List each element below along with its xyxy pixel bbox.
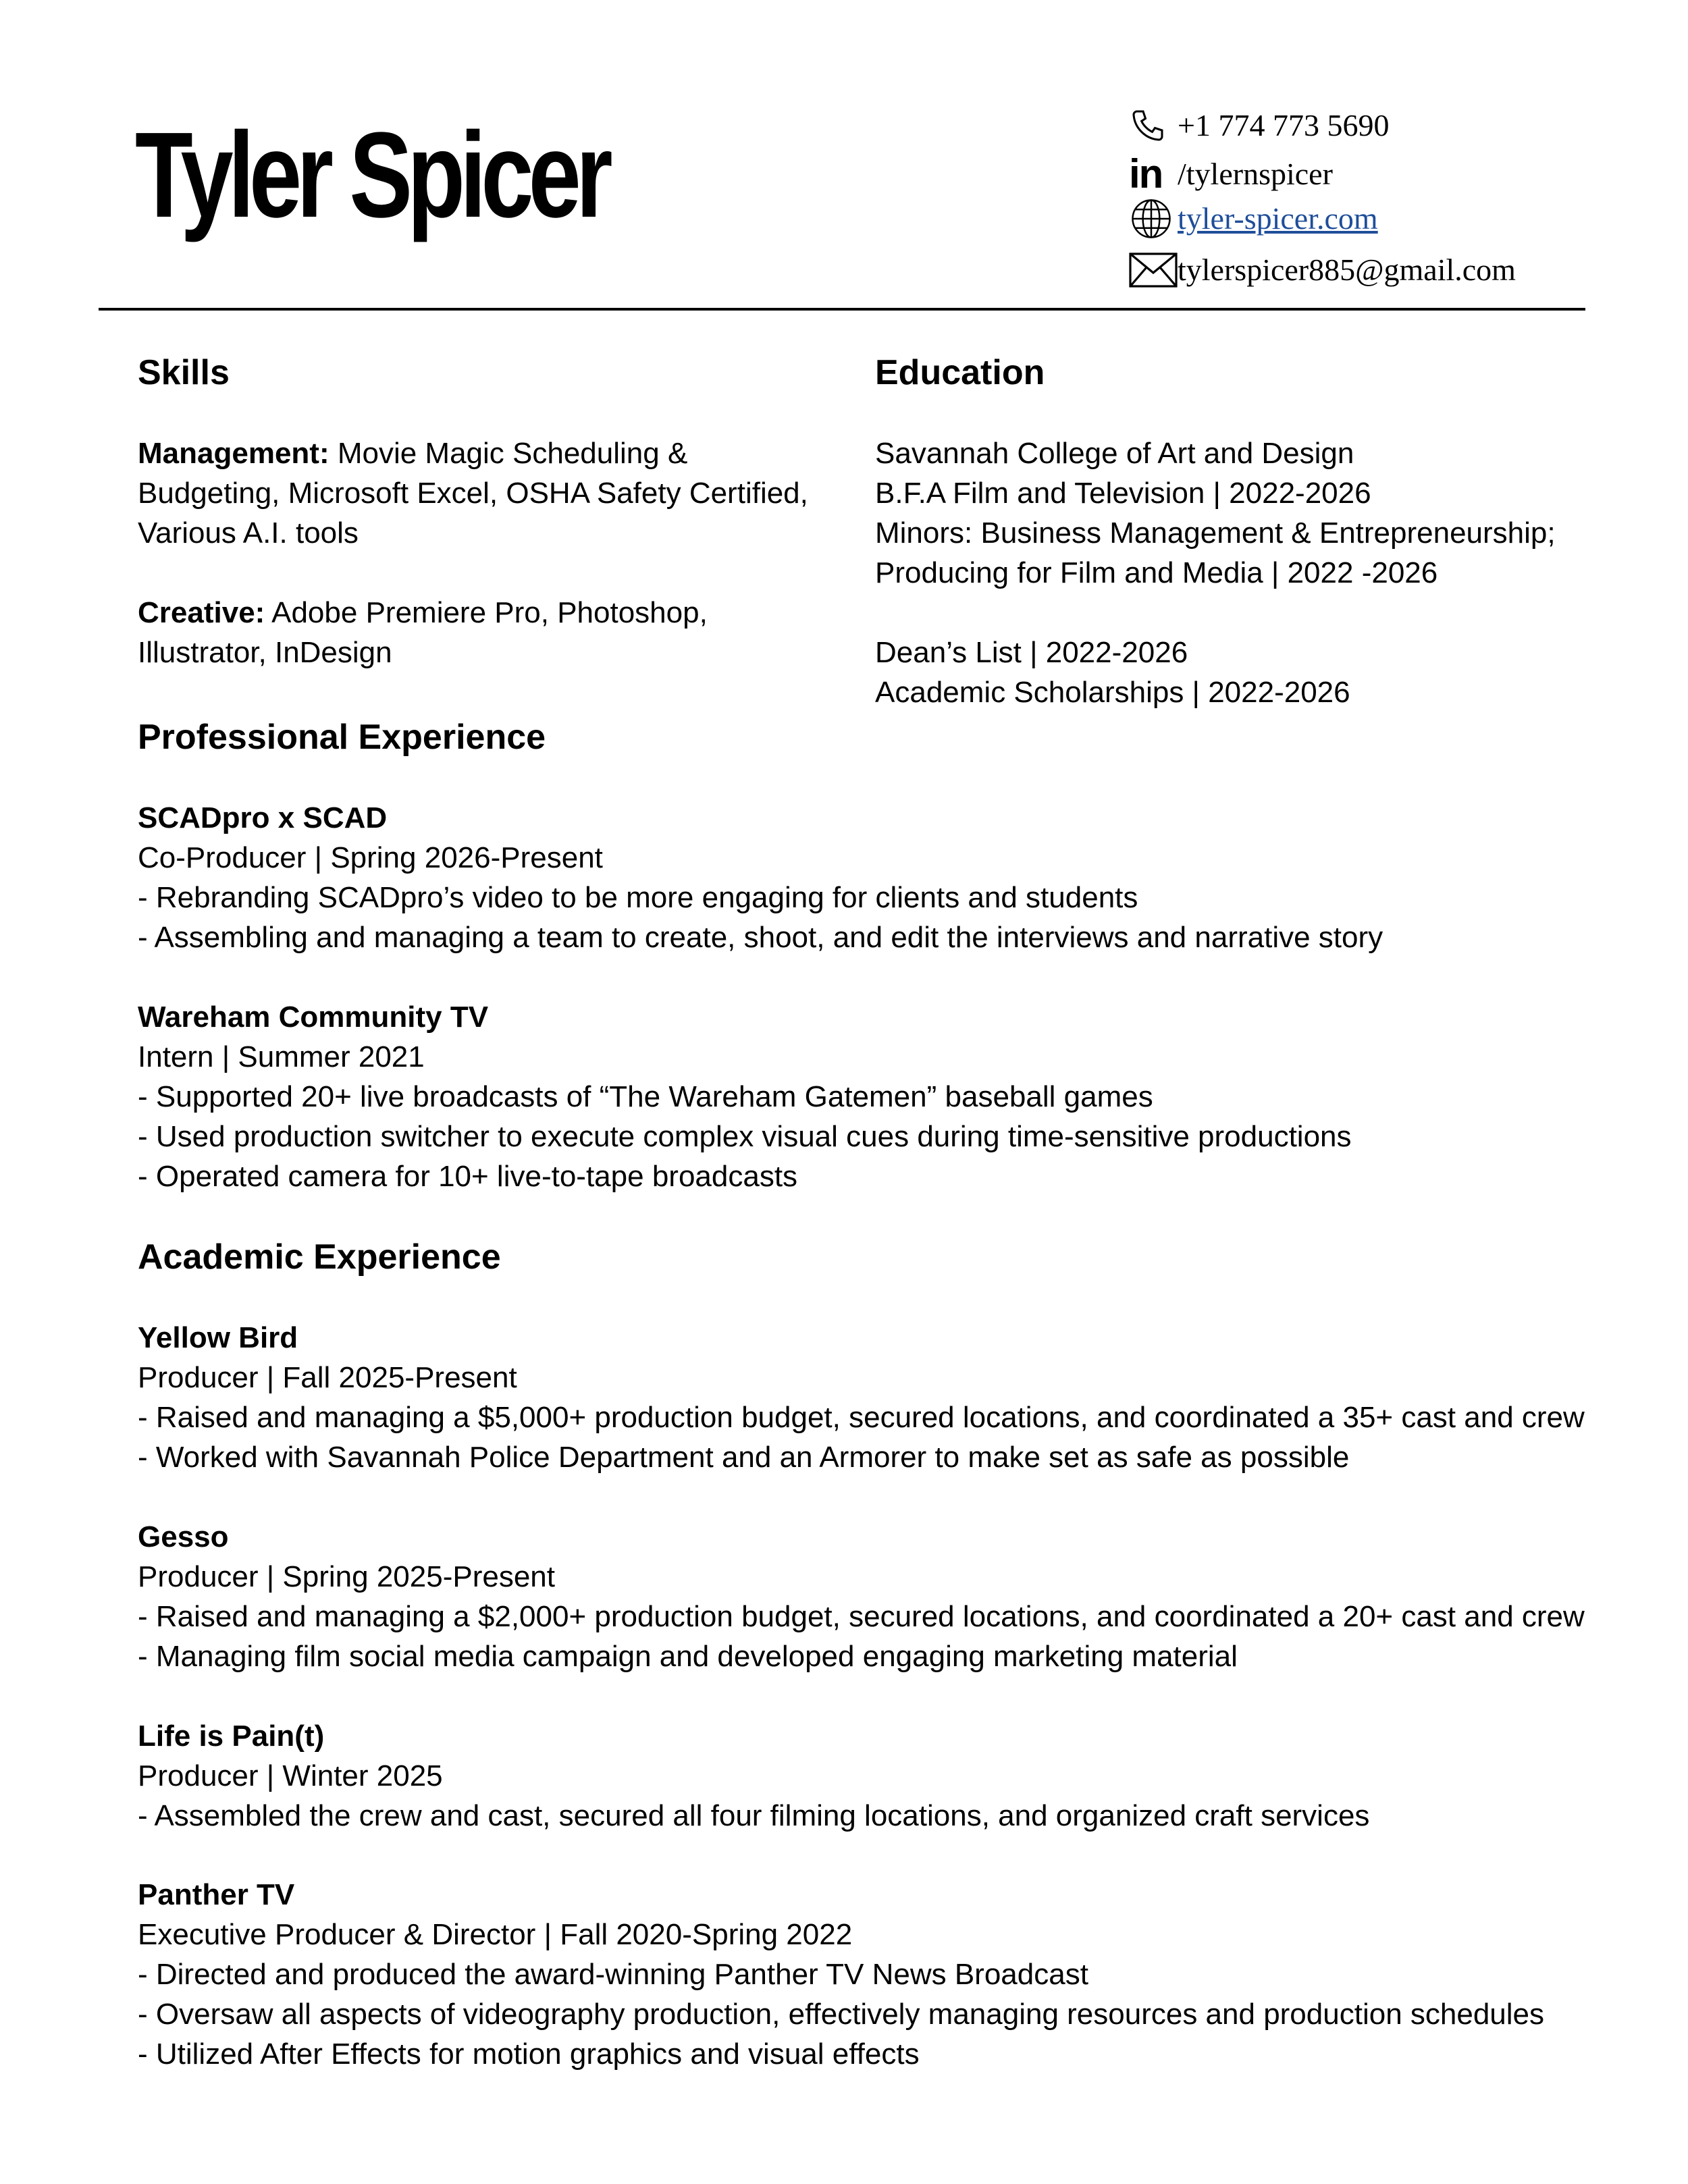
skills-section xyxy=(138,433,808,672)
phone-number: +1 774 773 5690 xyxy=(1178,108,1390,142)
experience-entry xyxy=(138,798,1383,957)
entry-role: Producer | Spring 2025-Present xyxy=(138,1560,555,1593)
education-honor: Academic Scholarships | 2022-2026 xyxy=(875,676,1350,709)
entry-org: Life is Pain(t) xyxy=(138,1720,325,1753)
entry-bullet: - Operated camera for 10+ live-to-tape broadcasts xyxy=(138,1160,798,1193)
management-line1: Movie Magic Scheduling & xyxy=(329,437,688,470)
academic-heading: Academic Experience xyxy=(138,1237,501,1277)
linkedin-handle[interactable]: /tylernspicer xyxy=(1178,157,1333,191)
entry-role: Producer | Fall 2025-Present xyxy=(138,1361,517,1394)
experience-entry xyxy=(138,1318,1585,1477)
education-section xyxy=(875,433,1556,712)
education-heading: Education xyxy=(875,353,1045,392)
mail-icon xyxy=(1129,250,1178,290)
professional-heading: Professional Experience xyxy=(138,718,546,757)
contact-phone xyxy=(1129,105,1389,146)
experience-entry xyxy=(138,1716,1369,1836)
entry-org: Yellow Bird xyxy=(138,1321,298,1354)
education-line: Savannah College of Art and Design xyxy=(875,437,1354,470)
entry-bullet: - Directed and produced the award-winning Panther TV News Broadcast xyxy=(138,1958,1088,1991)
email-address[interactable]: tylerspicer885@gmail.com xyxy=(1178,252,1516,287)
phone-icon xyxy=(1129,105,1178,146)
entry-bullet: - Used production switcher to execute complex visual cues during time-sensitive productions xyxy=(138,1120,1352,1153)
entry-org: Gesso xyxy=(138,1520,229,1553)
entry-org: Panther TV xyxy=(138,1878,295,1911)
creative-line1: Adobe Premiere Pro, Photoshop, xyxy=(265,596,708,629)
linkedin-icon xyxy=(1129,151,1178,196)
website-link[interactable]: tyler-spicer.com xyxy=(1178,201,1378,236)
entry-org: Wareham Community TV xyxy=(138,1001,489,1034)
entry-bullet: - Managing film social media campaign and developed engaging marketing material xyxy=(138,1640,1238,1673)
entry-bullet: - Worked with Savannah Police Department and an Armorer to make set as safe as possible xyxy=(138,1441,1350,1474)
entry-bullet: - Raised and managing a $2,000+ production budget, secured locations, and coordinated a 20+ cast and crew xyxy=(138,1600,1585,1633)
management-label: Management: xyxy=(138,437,329,470)
entry-org: SCADpro x SCAD xyxy=(138,801,388,834)
education-line: Producing for Film and Media | 2022 -2026 xyxy=(875,556,1438,589)
entry-role: Co-Producer | Spring 2026-Present xyxy=(138,841,603,874)
creative-line2: Illustrator, InDesign xyxy=(138,636,392,669)
resume-name xyxy=(135,107,741,243)
skills-creative xyxy=(138,593,808,633)
entry-bullet: - Assembled the crew and cast, secured all four filming locations, and organized craft services xyxy=(138,1799,1370,1832)
entry-role: Intern | Summer 2021 xyxy=(138,1040,425,1073)
entry-role: Executive Producer & Director | Fall 2020-Spring 2022 xyxy=(138,1918,853,1951)
header-divider xyxy=(99,308,1585,311)
skills-heading: Skills xyxy=(138,353,230,392)
entry-bullet: - Assembling and managing a team to create, shoot, and edit the interviews and narrative story xyxy=(138,921,1383,954)
contact-website xyxy=(1129,198,1378,239)
creative-label: Creative: xyxy=(138,596,265,629)
experience-entry xyxy=(138,1875,1544,2074)
contact-linkedin xyxy=(1129,151,1333,196)
education-honor: Dean’s List | 2022-2026 xyxy=(875,636,1188,669)
globe-icon xyxy=(1129,198,1178,239)
management-line2: Budgeting, Microsoft Excel, OSHA Safety Certified, xyxy=(138,477,808,510)
management-line3: Various A.I. tools xyxy=(138,516,359,550)
entry-bullet: - Supported 20+ live broadcasts of “The Wareham Gatemen” baseball games xyxy=(138,1080,1153,1113)
education-line: Minors: Business Management & Entrepreneurship; xyxy=(875,516,1556,550)
entry-bullet: - Utilized After Effects for motion graphics and visual effects xyxy=(138,2037,920,2071)
education-line: B.F.A Film and Television | 2022-2026 xyxy=(875,477,1371,510)
resume-name-text: Tyler Spicer xyxy=(135,107,608,243)
entry-bullet: - Oversaw all aspects of videography production, effectively managing resources and production schedules xyxy=(138,1998,1545,2031)
entry-bullet: - Rebranding SCADpro’s video to be more engaging for clients and students xyxy=(138,881,1138,914)
contact-email xyxy=(1129,250,1516,290)
experience-entry xyxy=(138,997,1352,1196)
entry-bullet: - Raised and managing a $5,000+ production budget, secured locations, and coordinated a 35+ cast and crew xyxy=(138,1401,1585,1434)
skills-management xyxy=(138,433,808,473)
experience-entry xyxy=(138,1517,1585,1676)
entry-role: Producer | Winter 2025 xyxy=(138,1759,443,1792)
linkedin-icon-glyph: in xyxy=(1129,151,1163,196)
